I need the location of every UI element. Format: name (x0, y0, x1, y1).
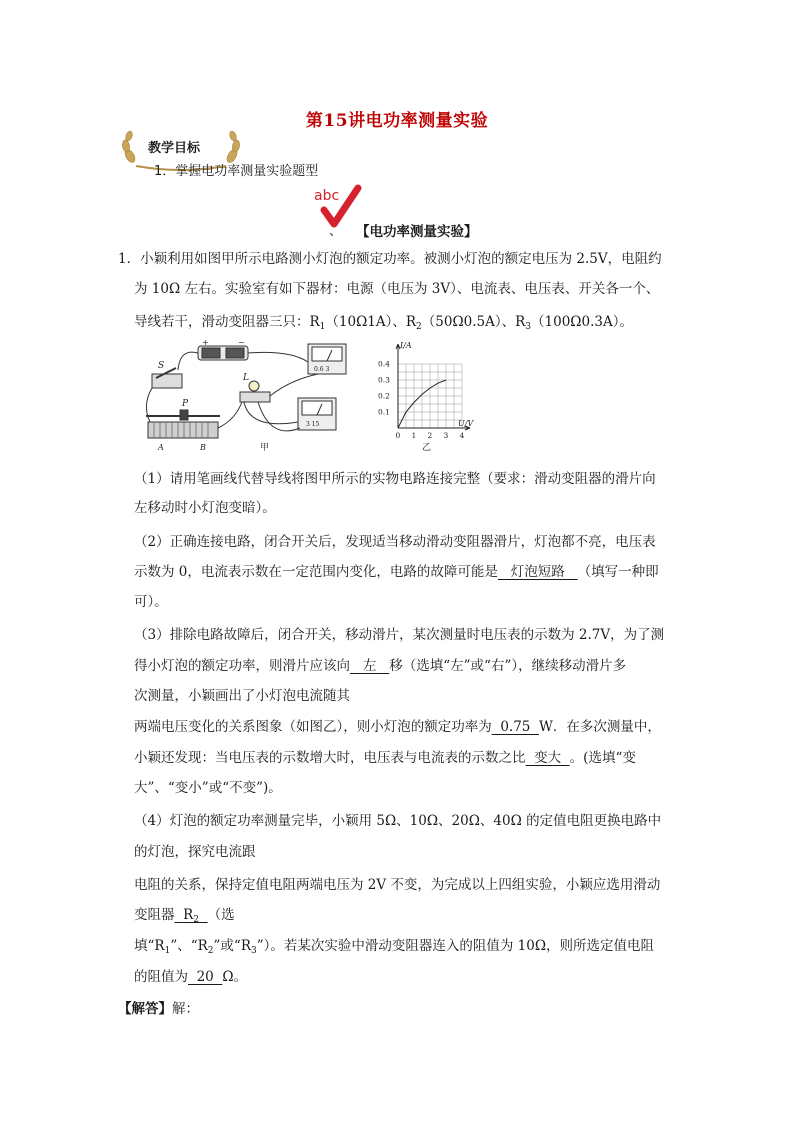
svg-text:3 15: 3 15 (306, 421, 320, 428)
q2-line-2: 示数为 0，电流表示数在一定范围内变化，电路的故障可能是 灯泡短路 （填写一种即 (134, 564, 659, 580)
logo-text: abc (314, 188, 340, 204)
svg-text:S: S (158, 361, 165, 371)
q4-line-1: （4）灯泡的额定功率测量完毕，小颖用 5Ω、10Ω、20Ω、40Ω 的定值电阻更换电路中 (134, 813, 662, 829)
q3-line-1: （3）排除电路故障后，闭合开关，移动滑片，某次测量时电压表的示数为 2.7V，为了测 (134, 627, 665, 643)
answer-fault: 灯泡短路 (497, 564, 578, 580)
problem-line-3: 导线若干，滑动变阻器三只：$R_1(10\Omega 1A)$、$R_2(50\Omega 0.5A)$、$R_3(100\Omega 0.3A)$。 (134, 314, 633, 332)
iu-graph (366, 338, 476, 456)
q2-line-3: 可）。 (134, 594, 168, 610)
q4-line-2: 的灯泡，探究电流跟 (134, 844, 256, 860)
figure-jia-label: 甲 (260, 443, 270, 452)
svg-text:−: − (238, 340, 245, 347)
goal-item: 1．掌握电功率测量实验题型 (154, 164, 319, 179)
answer-resistance: 20 (188, 969, 223, 985)
y-axis-label: I/A (400, 341, 412, 350)
q4-line-6: 的阻值为 20 Ω。 (134, 969, 248, 985)
q4-line-5: 填“$R_1$”、“$R_2$”或“$R_3$”）。若某次实验中滑动变阻器连入的阻值为 10Ω，则所选定值电阻 (134, 938, 655, 956)
x-axis-label: U/V (458, 419, 474, 428)
q4-line-3: 电阻的关系，保持定值电阻两端电压为 2V 不变，为完成以上四组实验，小颖应选用滑动 (134, 877, 661, 893)
circuit-figure (140, 340, 360, 452)
y-tick-label: 0.3 (378, 375, 390, 385)
q3-line-6: 大”、“变小”或“不变”)。 (134, 780, 282, 796)
answer-direction: 左 (350, 658, 390, 674)
page-title: 第15讲电功率测量实验 (305, 111, 489, 131)
q3-line-5: 小颖还发现：当电压表的示数增大时，电压表与电流表的示数之比 变大 。(选填“变 (134, 750, 636, 766)
svg-text:+: + (202, 340, 209, 347)
svg-text:B: B (200, 443, 206, 452)
answer-rheostat: $R_2$ (178, 907, 199, 925)
answer-heading: 【解答】解： (118, 1001, 199, 1017)
svg-text:P: P (182, 399, 189, 409)
y-tick-label: 0.1 (378, 407, 390, 417)
q3-line-4: 两端电压变化的关系图象（如图乙），则小灯泡的额定功率为 0.75 W．在多次测量中， (134, 719, 661, 735)
y-tick-label: 0.4 (378, 359, 390, 369)
q1-line-1: （1）请用笔画线代替导线将图甲所示的实物电路连接完整（要求：滑动变阻器的滑片向 (134, 471, 656, 487)
section-title: 【电功率测量实验】 (356, 224, 478, 240)
svg-text:0.6 3: 0.6 3 (314, 366, 330, 373)
x-tick-label: 3 (443, 431, 449, 440)
q4-line-4: 变阻器 $R_2$ （选 (134, 907, 235, 925)
q2-line-1: （2）正确连接电路，闭合开关后，发现适当移动滑动变阻器滑片，灯泡都不亮，电压表 (134, 534, 656, 550)
answer-power: 0.75 (491, 719, 539, 735)
answer-ratio: 变大 (525, 750, 570, 766)
y-tick-label: 0.2 (378, 391, 390, 401)
q3-line-3: 次测量，小颖画出了小灯泡电流随其 (134, 688, 350, 704)
x-tick-label: 4 (459, 431, 465, 440)
svg-text:A: A (158, 443, 164, 452)
q3-line-2: 得小灯泡的额定功率，则滑片应该向 左 移（选填“左”或“右”），继续移动滑片多 (134, 658, 627, 674)
figure-yi-label: 乙 (422, 443, 432, 453)
q1-line-2: 左移动时小灯泡变暗）。 (134, 500, 276, 516)
x-tick-label: 2 (427, 431, 433, 440)
section-separator: 、 (329, 224, 343, 239)
badge-label: 教学目标 (148, 141, 201, 156)
problem-line-2: 为 10Ω 左右。实验室有如下器材：电源（电压为 3V）、电流表、电压表、开关各一个、 (134, 281, 660, 297)
x-tick-label: 0 (395, 431, 401, 440)
svg-text:L: L (243, 373, 249, 383)
problem-line-1: 1．小颖利用如图甲所示电路测小灯泡的额定功率。被测小灯泡的额定电压为 2.5V，电阻约 (118, 251, 662, 267)
x-tick-label: 1 (411, 431, 417, 440)
